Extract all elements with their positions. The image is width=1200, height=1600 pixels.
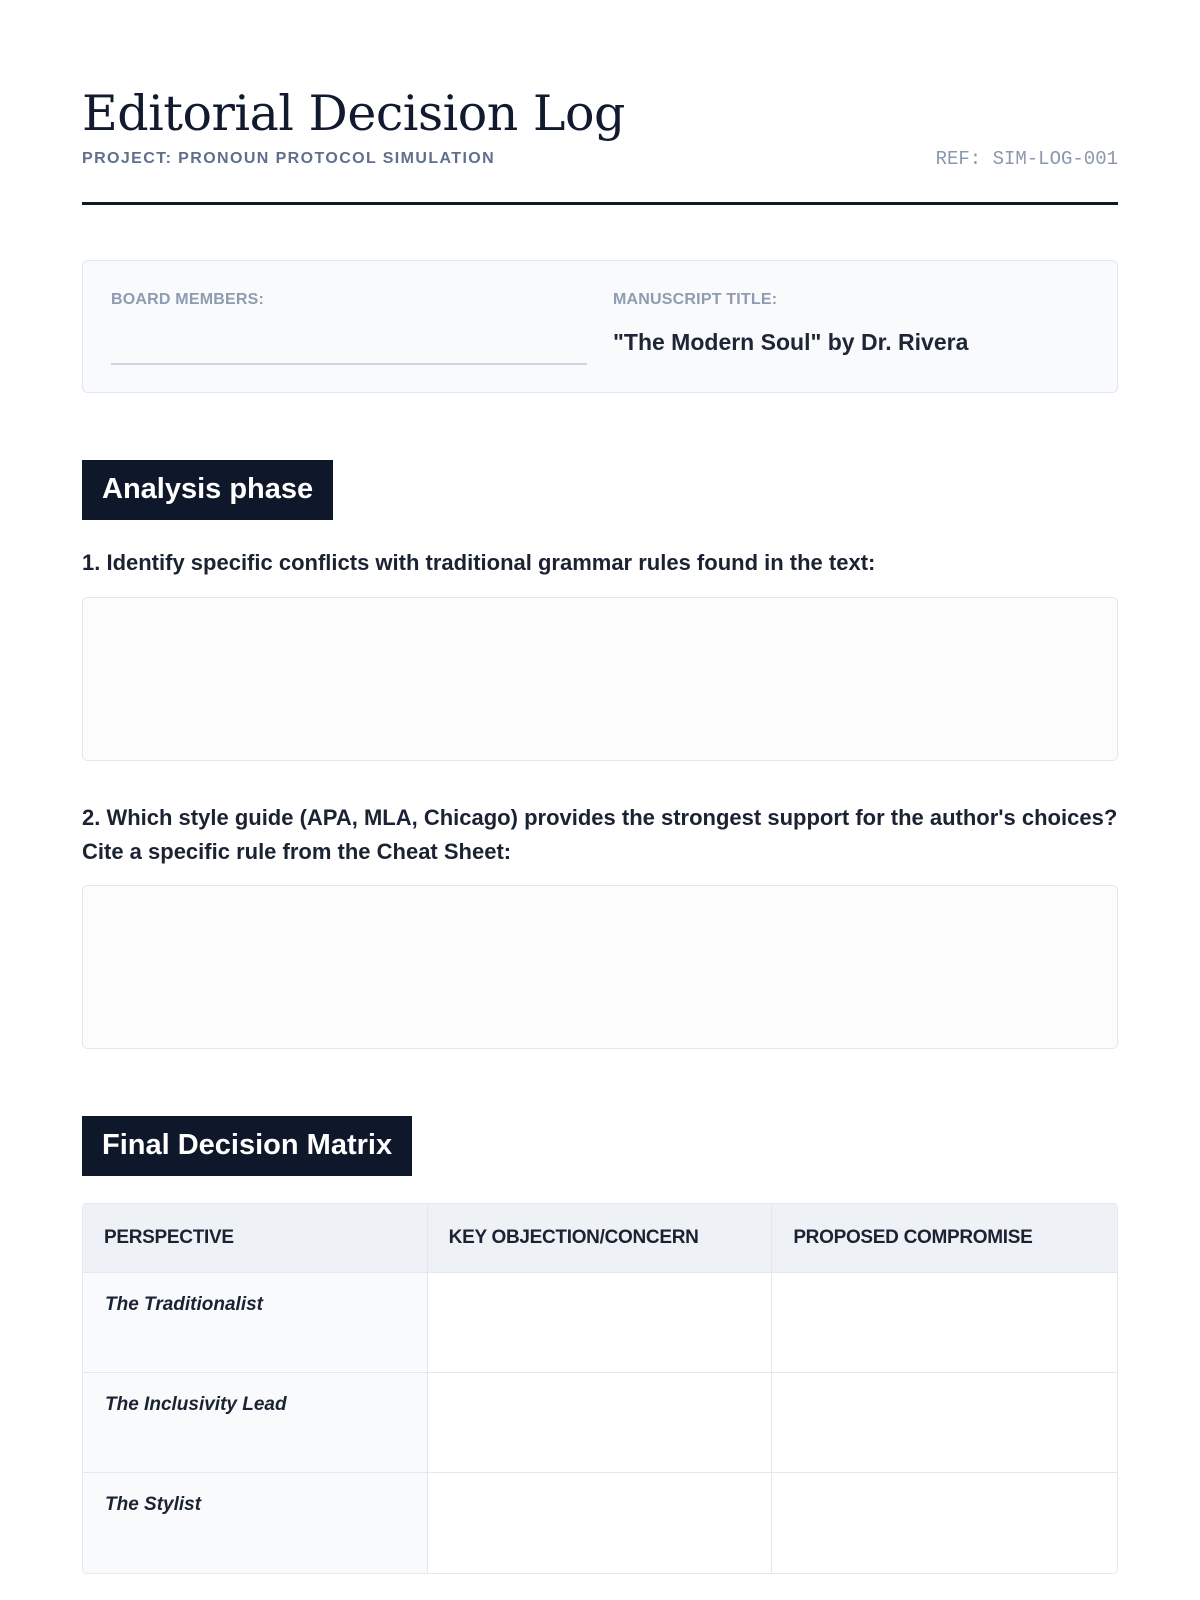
compromise-cell[interactable] [772,1373,1117,1473]
perspective-cell: The Inclusivity Lead [83,1373,428,1473]
objection-cell[interactable] [428,1473,773,1573]
analysis-phase-heading: Analysis phase [82,460,333,520]
question-2: 2. Which style guide (APA, MLA, Chicago) provides the strongest support for the author's choices? Cite a specific rule from the Cheat Sheet: [82,805,1118,864]
question-1: 1. Identify specific conflicts with traditional grammar rules found in the text: [82,550,876,575]
decision-matrix-heading: Final Decision Matrix [82,1116,412,1176]
decision-matrix-table [82,1203,1118,1574]
table-header-row [83,1204,1117,1273]
column-header-perspective: PERSPECTIVE [83,1204,428,1273]
answer-box-2[interactable] [82,885,1118,1049]
objection-cell[interactable] [428,1373,773,1473]
compromise-cell[interactable] [772,1473,1117,1573]
document-title: Editorial Decision Log [82,85,625,142]
column-header-objection: KEY OBJECTION/CONCERN [428,1204,773,1273]
table-row [83,1473,1117,1573]
compromise-cell[interactable] [772,1273,1117,1373]
perspective-cell: The Stylist [83,1473,428,1573]
perspective-cell: The Traditionalist [83,1273,428,1373]
project-label: PROJECT: PRONOUN PROTOCOL SIMULATION [82,150,496,167]
table-row [83,1373,1117,1473]
objection-cell[interactable] [428,1273,773,1373]
answer-box-1[interactable] [82,597,1118,761]
meta-panel [82,260,1118,393]
manuscript-title-field [613,261,1089,392]
board-members-underline [111,363,587,365]
column-header-compromise: PROPOSED COMPROMISE [772,1204,1117,1273]
board-members-field [111,261,587,392]
reference-code: REF: SIM-LOG-001 [935,148,1118,170]
manuscript-title-value: "The Modern Soul" by Dr. Rivera [613,329,969,355]
manuscript-title-label: MANUSCRIPT TITLE: [613,291,778,308]
board-members-label: BOARD MEMBERS: [111,291,265,308]
table-row [83,1273,1117,1373]
document-header [82,0,1118,205]
